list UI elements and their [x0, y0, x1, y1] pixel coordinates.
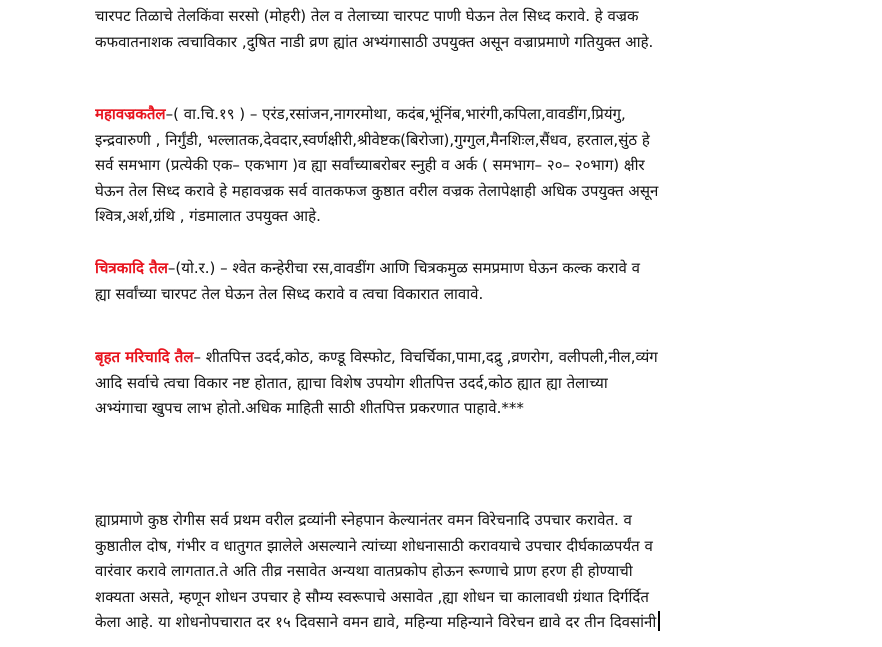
text-line: ह्याप्रमाणे कुष्ठ रोगीस सर्व प्रथम वरील द्रव्यांनी स्नेहपान केल्यानंतर वमन विरेचनादि उपचार करावेत. व	[95, 511, 632, 529]
first-line	[95, 345, 785, 371]
section-heading: चित्रकादि तैल	[95, 259, 168, 277]
paragraph-shodhan-treatment	[95, 508, 785, 636]
paragraph-vajrak-oil-end	[95, 4, 785, 55]
section-heading: महावज्रकतैल	[95, 105, 166, 123]
text-line: चारपट तिळाचे तेलकिंवा सरसो (मोहरी) तेल व तेलाच्या चारपट पाणी घेऊन तेल सिध्द करावे. हे वज्रक	[95, 7, 639, 25]
text-line: इन्द्रवारुणी , निर्गुंडी, भल्लातक,देवदार,स्वर्णक्षीरी,श्रीवेष्टक(बिरोजा),गुग्गुल,मैनशिःल,सैंधव, हरताल,सुंठ हे	[95, 130, 650, 149]
text-line: कफवातनाशक त्वचाविकार ,दुषित नाडी व्रण ह्यांत अभ्यंगासाठी उपयुक्त असून वज्राप्रमाणे गतियुक्त आहे.	[95, 32, 654, 51]
text-line: अभ्यंगाचा खुपच लाभ होतो.अधिक माहिती साठी शीतपित्त प्रकरणात पाहावे.***	[95, 399, 524, 417]
text-cursor	[658, 611, 660, 631]
text-line: श्वित्र,अर्श,ग्रंथि , गंडमालात उपयुक्त आहे.	[95, 207, 321, 225]
section-heading: बृहत मरिचादि तैल	[95, 348, 194, 366]
text-line: शक्यता असते, म्हणून शोधन उपचार हे सौम्य स्वरूपाचे असावेत ,ह्या शोधन चा कालावधी ग्रंथात दिर्गर्दित	[95, 587, 649, 606]
text-line: केला आहे. या शोधनोपचारात दर १५ दिवसाने वमन द्यावे, महिन्या महिन्याने विरेचन द्यावे दर तीन दिवसांनी	[95, 613, 657, 631]
last-line	[95, 610, 785, 636]
text-line: –(यो.र.) – श्वेत कन्हेरीचा रस,वावडींग आणि चित्रकमुळ समप्रमाण घेऊन कल्क करावे व	[167, 259, 640, 277]
text-line: कुष्ठातील दोष, गंभीर व धातुगत झालेले असल्याने त्यांच्या शोधनासाठी करावयाचे उपचार दीर्घकाळपर्यंत व	[95, 536, 653, 555]
text-line: ह्या सर्वांच्या चारपट तेल घेऊन तेल सिध्द करावे व त्वचा विकारात लावावे.	[95, 284, 484, 303]
first-line	[95, 102, 785, 128]
text-line: – शीतपित्त उदर्द,कोठ, कण्डू विस्फोट, विचर्चिका,पामा,दद्रु ,व्रणरोग, वलीपली,नील,व्यंग	[193, 348, 658, 366]
text-line: सर्व समभाग (प्रत्येकी एक– एकभाग )व ह्या सर्वांच्याबरोबर स्नुही व अर्क ( समभाग– २०– २०भाग) क्षीर	[95, 156, 645, 174]
text-line: आदि सर्वाचे त्वचा विकार नष्ट होतात, ह्याचा विशेष उपयोग शीतपित्त उदर्द,कोठ ह्यात ह्या तेलाच्या	[95, 373, 608, 392]
text-line: वारंवार करावे लागतात.ते अति तीव्र नसावेत अन्यथा वातप्रकोप होऊन रूग्णाचे प्राण हरण ही होण्याची	[95, 562, 633, 580]
first-line	[95, 256, 785, 282]
paragraph-brihat-marichadi-oil	[95, 345, 785, 422]
text-line: घेऊन तेल सिध्द करावे हे महावज्रक सर्व वातकफज कुष्ठात वरील वज्रक तेलापेक्षाही अधिक उपयुक्त असून	[95, 181, 659, 200]
paragraph-mahavajrak-oil	[95, 102, 785, 230]
paragraph-chitrakadi-oil	[95, 256, 785, 307]
text-line: –( वा.चि.१९ ) – एरंड,रसांजन,नागरमोथा, कदंब,भूंनिंब,भारंगी,कपिला,वावडींग,प्रियंगु,	[165, 105, 626, 123]
